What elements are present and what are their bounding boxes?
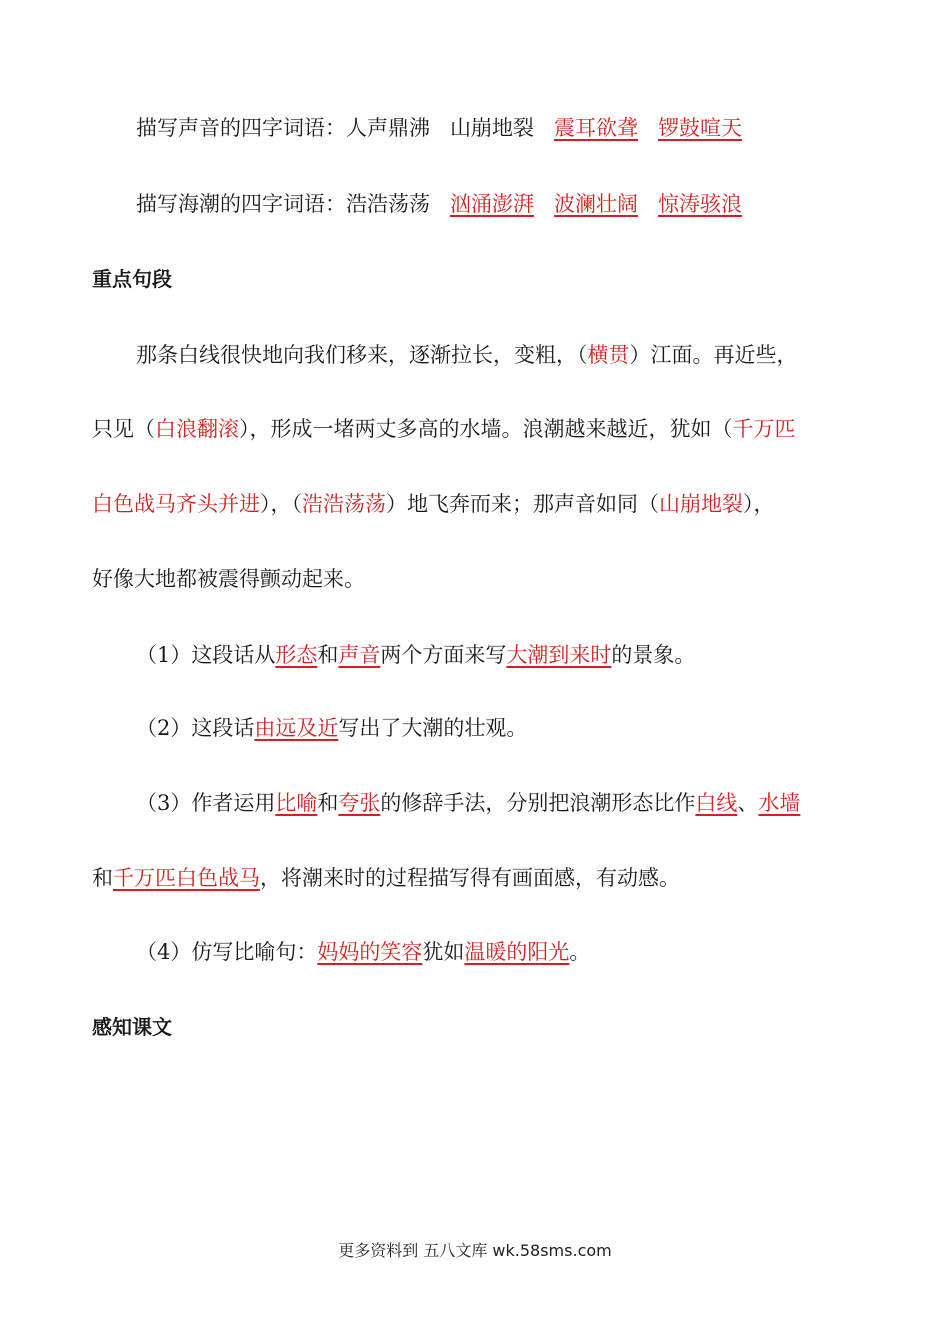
passage-text: ），: [743, 492, 775, 516]
section-heading-key-passages: 重点句段: [92, 267, 172, 291]
question-text: （4）仿写比喻句：: [136, 940, 318, 964]
question-text: 和: [317, 643, 339, 667]
question-text: 和: [92, 866, 113, 890]
vocab-tide-answer-1: 汹涌澎湃: [450, 192, 534, 216]
question-text: （2）这段话: [136, 716, 255, 740]
passage-answer: 浩浩荡荡: [302, 492, 386, 516]
vocab-tide-answer-3: 惊涛骇浪: [658, 192, 742, 216]
passage-line-3: [92, 489, 862, 519]
vocab-tide-label: 描写海潮的四字词语：: [136, 192, 346, 216]
passage-line-1: [136, 340, 906, 370]
vocab-tide-answer-2: 波澜壮阔: [554, 192, 638, 216]
question-answer: 水墙: [758, 791, 801, 815]
question-text: （3）作者运用: [136, 791, 276, 815]
question-answer: 比喻: [275, 791, 318, 815]
passage-text: ）江面。再近些，: [629, 343, 798, 367]
passage-text: 好像大地都被震得颤动起来。: [92, 567, 365, 591]
question-answer: 大潮到来时: [506, 643, 612, 667]
vocab-tide-line: [136, 189, 906, 219]
question-answer: 温暖的阳光: [464, 940, 570, 964]
question-text: 两个方面来写: [380, 643, 507, 667]
question-text: 。: [569, 940, 591, 964]
question-2: [136, 713, 906, 743]
question-answer: 由远及近: [254, 716, 339, 740]
question-3-continued: [92, 863, 862, 893]
passage-answer: 白色战马齐头并进: [92, 492, 260, 516]
vocab-sound-given-1: 人声鼎沸: [346, 116, 430, 140]
vocab-sound-given-2: 山崩地裂: [450, 116, 534, 140]
question-text: 的修辞手法，分别把浪潮形态比作: [380, 791, 696, 815]
section-heading-perceive-text: 感知课文: [92, 1015, 172, 1039]
question-answer: 声音: [338, 643, 381, 667]
passage-text: ），（: [260, 492, 302, 516]
question-answer: 夸张: [338, 791, 381, 815]
vocab-sound-line: [136, 113, 906, 143]
passage-line-2: [92, 414, 862, 444]
question-text: 的景象。: [611, 643, 696, 667]
question-answer: 千万匹白色战马: [113, 866, 260, 890]
question-text: 、: [737, 791, 759, 815]
question-3: [136, 788, 906, 818]
question-answer: 形态: [275, 643, 318, 667]
question-text: 犹如: [422, 940, 465, 964]
passage-answer: 千万匹: [732, 417, 796, 441]
question-1: [136, 640, 906, 670]
vocab-sound-answer-1: 震耳欲聋: [554, 116, 638, 140]
vocab-sound-label: 描写声音的四字词语：: [136, 116, 346, 140]
passage-answer: 横贯: [587, 343, 630, 367]
vocab-sound-answer-2: 锣鼓喧天: [658, 116, 742, 140]
question-text: 写出了大潮的壮观。: [338, 716, 528, 740]
question-text: （1）这段话从: [136, 643, 276, 667]
passage-answer: 白浪翻滚: [155, 417, 239, 441]
passage-answer: 山崩地裂: [659, 492, 743, 516]
passage-line-4: [92, 564, 862, 594]
passage-text: 那条白线很快地向我们移来，逐渐拉长，变粗，（: [136, 343, 588, 367]
vocab-tide-given-1: 浩浩荡荡: [346, 192, 430, 216]
passage-text: ）地飞奔而来；那声音如同（: [386, 492, 659, 516]
footer-source-note: 更多资料到 五八文库 wk.58sms.com: [338, 1241, 612, 1260]
passage-text: ），形成一堵两丈多高的水墙。浪潮越来越近，犹如（: [239, 417, 733, 441]
question-4: [136, 937, 906, 967]
question-text: ，将潮来时的过程描写得有画面感，有动感。: [260, 866, 680, 890]
question-answer: 妈妈的笑容: [317, 940, 423, 964]
question-text: 和: [317, 791, 339, 815]
question-answer: 白线: [695, 791, 738, 815]
passage-text: 只见（: [92, 417, 155, 441]
